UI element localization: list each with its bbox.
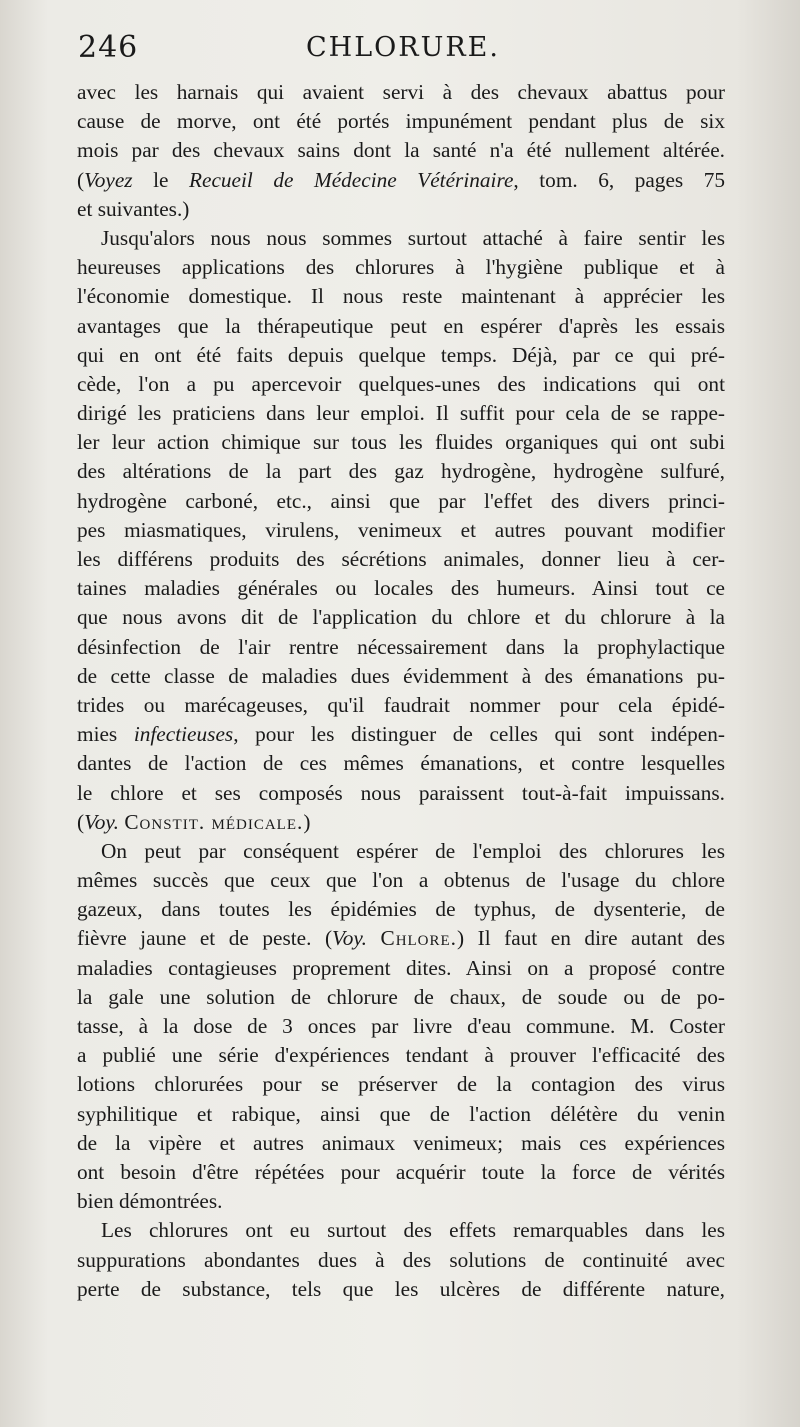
text-line: ont besoin d'être répétées pour acquérir toute la force de vérités — [77, 1159, 725, 1184]
text-line: suppurations abondantes dues à des solutions de continuité avec — [77, 1247, 725, 1272]
text-line: des altérations de la part des gaz hydrogène, hydrogène sulfuré, — [77, 459, 725, 484]
text-line: le chlore et ses composés nous paraissent tout-à-fait impuissans. — [77, 780, 725, 805]
text-line: la gale une solution de chlorure de chaux, de soude ou de po- — [77, 984, 725, 1009]
text-line: taines maladies générales ou locales des humeurs. Ainsi tout ce — [77, 576, 725, 601]
running-title: CHLORURE. — [306, 32, 500, 63]
text-line: fièvre jaune et de peste. (Voy. Chlore.) Il faut en dire autant des — [77, 926, 726, 951]
page-number: 246 — [78, 30, 139, 65]
text-line: dantes de l'action de ces mêmes émanations, et contre lesquelles — [77, 751, 725, 776]
text-line: qui en ont été faits depuis quelque temps. Déjà, par ce qui pré- — [77, 342, 725, 367]
text-line: mies infectieuses, pour les distinguer de celles qui sont indépen- — [77, 722, 725, 747]
text-line: désinfection de l'air rentre nécessairement dans la prophylactique — [77, 634, 725, 659]
text-line: syphilitique et rabique, ainsi que de l'action délétère du venin — [77, 1101, 725, 1126]
text-line: trides ou marécageuses, qu'il faudrait nommer pour cela épidé- — [77, 692, 725, 717]
text-line: cède, l'on a pu apercevoir quelques-unes des indications qui ont — [77, 371, 725, 396]
text-line: lotions chlorurées pour se préserver de la contagion des virus — [77, 1072, 725, 1097]
text-line: l'économie domestique. Il nous reste maintenant à apprécier les — [77, 284, 725, 309]
text-line: maladies contagieuses proprement dites. Ainsi on a proposé contre — [77, 955, 725, 980]
text-line: les différens produits des sécrétions animales, donner lieu à cer- — [77, 547, 725, 571]
text-line: pes miasmatiques, virulens, venimeux et autres pouvant modifier — [77, 517, 725, 542]
text-line: Jusqu'alors nous nous sommes surtout attaché à faire sentir les — [101, 225, 725, 250]
text-line: dirigé les praticiens dans leur emploi. Il suffit pour cela de se rappe- — [77, 401, 725, 426]
text-line: tasse, à la dose de 3 onces par livre d'eau commune. M. Coster — [77, 1014, 725, 1038]
text-line: (Voyez le Recueil de Médecine Vétérinaire, tom. 6, pages 75 — [77, 167, 725, 192]
text-line: (Voy. Constit. médicale.) — [77, 809, 311, 834]
text-line: heureuses applications des chlorures à l'hygiène publique et à — [77, 255, 725, 280]
text-line: ler leur action chimique sur tous les fluides organiques qui ont subi — [77, 430, 725, 455]
text-line: mêmes succès que ceux que l'on a obtenus de l'usage du chlore — [77, 868, 725, 893]
text-line: de cette classe de maladies dues évidemment à des émanations pu- — [77, 663, 725, 688]
text-line: avantages que la thérapeutique peut en espérer d'après les essais — [77, 313, 725, 338]
text-line: hydrogène carboné, etc., ainsi que par l'effet des divers princi- — [77, 488, 725, 513]
text-line: que nous avons dit de l'application du chlore et du chlorure à la — [77, 605, 725, 630]
text-line: a publié une série d'expériences tendant à prouver l'efficacité des — [77, 1043, 725, 1068]
text-line: et suivantes.) — [77, 196, 190, 221]
text-line: avec les harnais qui avaient servi à des chevaux abattus pour — [77, 80, 725, 104]
text-line: cause de morve, ont été portés impunément pendant plus de six — [77, 109, 725, 134]
text-line: gazeux, dans toutes les épidémies de typhus, de dysenterie, de — [77, 897, 725, 922]
text-line: perte de substance, tels que les ulcères de différente nature, — [77, 1276, 725, 1301]
page-header — [78, 30, 728, 74]
text-line: On peut par conséquent espérer de l'emploi des chlorures les — [101, 838, 725, 863]
text-line: Les chlorures ont eu surtout des effets remarquables dans les — [101, 1218, 725, 1243]
text-line: bien démontrées. — [77, 1189, 223, 1214]
body-text — [77, 78, 725, 1304]
text-line: mois par des chevaux sains dont la santé n'a été nullement altérée. — [77, 138, 725, 163]
text-line: de la vipère et autres animaux venimeux; mais ces expériences — [77, 1130, 725, 1155]
